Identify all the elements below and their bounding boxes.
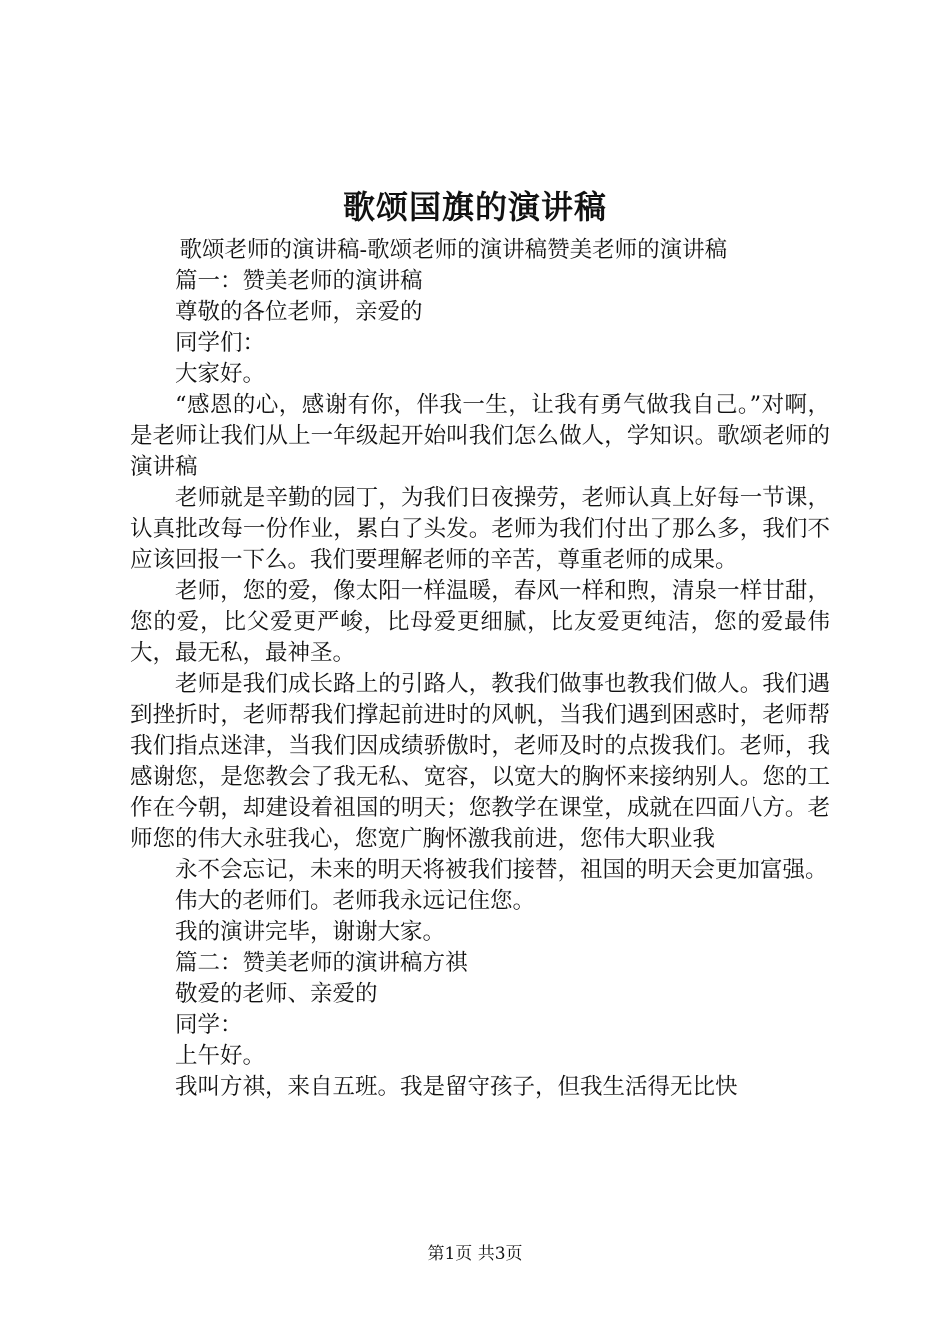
paragraph: 上午好。 — [175, 1043, 266, 1069]
paragraph: 敬爱的老师、亲爱的 — [175, 981, 378, 1007]
paragraph: 同学们： — [175, 330, 266, 356]
paragraph: 老师是我们成长路上的引路人，教我们做事也教我们做人。我们遇到挫折时，老师帮我们撑起前进时的风帆，当我们遇到困惑时，老师帮我们指点迷津，当我们因成绩骄傲时，老师及时的点拨我们。老师，我感谢您，是您教会了我无私、宽容，以宽大的胸怀来接纳别人。您的工作在今朝，却建设着祖国的明天；您教学在课堂，成就在四面八方。老师您的伟大永驻我心，您宽广胸怀激我前进，您伟大职业我 — [130, 671, 830, 852]
paragraph: 我叫方祺，来自五班。我是留守孩子，但我生活得无比快 — [175, 1074, 738, 1100]
paragraph: 老师，您的爱，像太阳一样温暖，春风一样和煦，清泉一样甘甜，您的爱，比父爱更严峻，比母爱更细腻，比友爱更纯洁，您的爱最伟大，最无私，最神圣。 — [130, 578, 830, 666]
page-footer: 第1页 共3页 — [427, 1244, 523, 1264]
paragraph: 大家好。 — [175, 361, 266, 387]
paragraph: 永不会忘记，未来的明天将被我们接替，祖国的明天会更加富强。 — [175, 857, 828, 883]
paragraph: 篇二：赞美老师的演讲稿方祺 — [175, 950, 468, 976]
paragraph: 歌颂老师的演讲稿-歌颂老师的演讲稿赞美老师的演讲稿 — [179, 237, 728, 263]
paragraph: 老师就是辛勤的园丁，为我们日夜操劳，老师认真上好每一节课，认真批改每一份作业，累白了头发。老师为我们付出了那么多，我们不应该回报一下么。我们要理解老师的辛苦，尊重老师的成果。 — [130, 485, 830, 573]
paragraph: 我的演讲完毕，谢谢大家。 — [175, 919, 446, 945]
paragraph: 伟大的老师们。老师我永远记住您。 — [175, 888, 536, 914]
paragraph: 篇一：赞美老师的演讲稿 — [175, 268, 423, 294]
paragraph: 尊敬的各位老师，亲爱的 — [175, 299, 423, 325]
document-title: 歌颂国旗的演讲稿 — [342, 188, 607, 226]
paragraph: 同学： — [175, 1012, 243, 1038]
paragraph: “感恩的心，感谢有你，伴我一生，让我有勇气做我自己。”对啊，是老师让我们从上一年级起开始叫我们怎么做人，学知识。歌颂老师的演讲稿 — [130, 392, 830, 480]
document-body — [130, 235, 830, 1103]
